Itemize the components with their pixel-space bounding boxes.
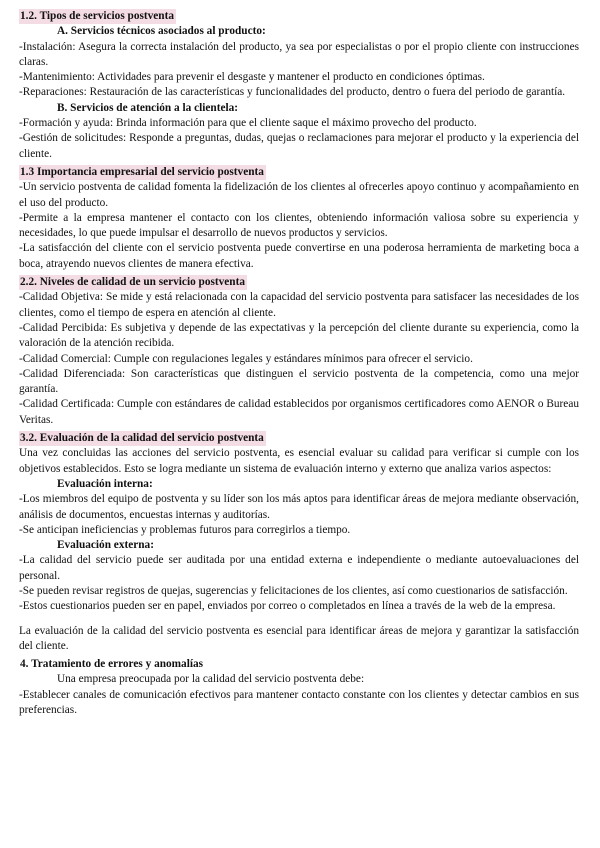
paragraph: -Calidad Objetiva: Se mide y está relacionada con la capacidad del servicio postventa para satisfacer las necesidades de los clientes, como el tiempo de espera en atención al cliente. [19,291,579,319]
paragraph: -Instalación: Asegura la correcta instalación del producto, ya sea por especialistas o por el propio cliente con instrucciones claras. [19,40,579,68]
section-tipos-servicios [19,9,579,162]
section-evaluacion [19,431,579,654]
paragraph: -Permite a la empresa mantener el contacto con los clientes, obteniendo información valiosa sobre su experiencia y necesidades, lo que puede impulsar el desarrollo de nuevos productos y servicios. [19,211,579,240]
paragraph: -Establecer canales de comunicación efectivos para mantener contacto constante con los clientes y detectar cambios en sus preferencias. [19,688,579,717]
paragraph: La evaluación de la calidad del servicio postventa es esencial para identificar áreas de mejora y garantizar la satisfacción del cliente. [19,624,579,652]
subheading: A. Servicios técnicos asociados al producto: [57,25,266,38]
paragraph: -Un servicio postventa de calidad fomenta la fidelización de los clientes al ofrecerles apoyo continuo y acompañamiento en el uso del producto. [19,181,579,209]
section-importancia [19,165,579,272]
paragraph: -Se anticipan ineficiencias y problemas futuros para corregirlos a tiempo. [19,523,351,536]
subheading: B. Servicios de atención a la clientela: [57,101,239,114]
paragraph: -Gestión de solicitudes: Responde a preguntas, dudas, quejas o reclamaciones para mejorar el producto y la experiencia del cliente. [19,132,579,160]
paragraph: Una vez concluidas las acciones del servicio postventa, es esencial evaluar su calidad para verificar si cumple con los objetivos establecidos. Esto se logra mediante un sistema de evaluación interno y externo que analiza varios aspectos: [19,447,579,475]
section-heading: 2.2. Niveles de calidad de un servicio postventa [19,275,247,290]
paragraph: -Los miembros del equipo de postventa y su líder son los más aptos para identificar áreas de mejora mediante observación, análisis de documentos, encuestas internas y auditorías. [19,493,579,521]
subheading: Evaluación externa: [57,539,154,552]
paragraph: Una empresa preocupada por la calidad del servicio postventa debe: [57,673,365,686]
paragraph: -Mantenimiento: Actividades para prevenir el desgaste y mantener el producto en condiciones óptimas. [19,71,485,84]
paragraph: -La calidad del servicio puede ser auditada por una entidad externa e independiente o mediante autoevaluaciones del personal. [19,554,579,582]
paragraph: -La satisfacción del cliente con el servicio postventa puede convertirse en una poderosa herramienta de marketing boca a boca, atrayendo nuevos clientes de manera efectiva. [19,242,579,270]
section-heading: 4. Tratamiento de errores y anomalías [20,658,204,671]
paragraph: -Calidad Diferenciada: Son características que distinguen el servicio postventa de la competencia, como una mejor garantía. [19,367,579,396]
paragraph: -Formación y ayuda: Brinda información para que el cliente saque el máximo provecho del producto. [19,117,477,130]
paragraph: -Calidad Comercial: Cumple con regulaciones legales y estándares mínimos para ofrecer el servicio. [19,352,473,365]
paragraph: -Se pueden revisar registros de quejas, sugerencias y felicitaciones de los clientes, así como cuestionarios de satisfacción. [19,584,568,597]
section-heading: 1.3 Importancia empresarial del servicio postventa [19,165,266,180]
paragraph: -Calidad Percibida: Es subjetiva y depende de las expectativas y la percepción del cliente durante su experiencia, como la valoración de la atención recibida. [19,321,579,350]
subheading: Evaluación interna: [57,477,153,490]
section-niveles-calidad [19,275,579,428]
paragraph: -Reparaciones: Restauración de las características y funcionalidades del producto, dentro o fuera del periodo de garantía. [19,86,566,99]
paragraph: -Calidad Certificada: Cumple con estándares de calidad establecidos por organismos certificadores como AENOR o Bureau Veritas. [19,398,579,426]
section-heading: 1.2. Tipos de servicios postventa [19,9,176,24]
paragraph: -Estos cuestionarios pueden ser en papel, enviados por correo o completados en línea a través de la web de la empresa. [19,600,556,613]
section-heading: 3.2. Evaluación de la calidad del servicio postventa [19,431,266,446]
section-tratamiento-errores [19,657,579,718]
